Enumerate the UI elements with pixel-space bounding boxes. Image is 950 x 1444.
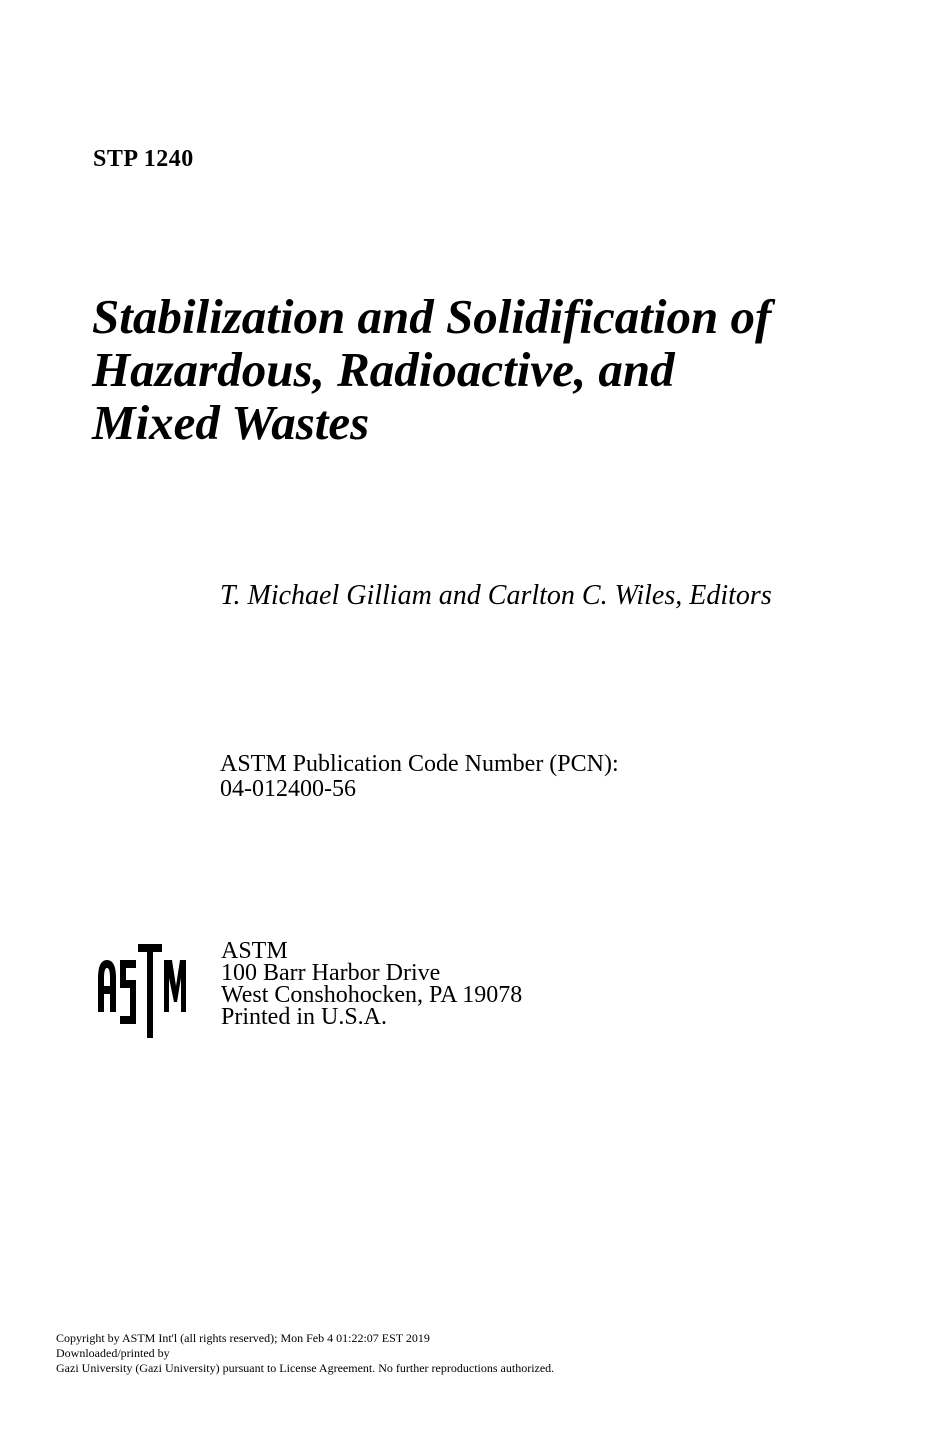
pcn-label: ASTM Publication Code Number (PCN): (220, 751, 619, 777)
series-number: STP 1240 (93, 146, 194, 172)
pcn-number: 04-012400-56 (220, 776, 356, 802)
publisher-address (221, 940, 522, 1028)
footer-line-1: Copyright by ASTM Int'l (all rights reserved); Mon Feb 4 01:22:07 EST 2019 (56, 1331, 430, 1345)
footer-line-3: Gazi University (Gazi University) pursuant to License Agreement. No further reproductions authorized. (56, 1361, 555, 1375)
publisher-name: ASTM (221, 938, 288, 964)
book-title (92, 290, 852, 449)
publication-code (220, 752, 619, 802)
title-line-2: Hazardous, Radioactive, and (92, 342, 675, 397)
publisher-city: West Conshohocken, PA 19078 (221, 982, 523, 1008)
copyright-footer (56, 1331, 554, 1376)
title-line-3: Mixed Wastes (92, 395, 370, 450)
editors-line: T. Michael Gilliam and Carlton C. Wiles, Editors (220, 580, 772, 611)
footer-line-2: Downloaded/printed by (56, 1346, 170, 1360)
title-line-1: Stabilization and Solidification of (92, 289, 772, 344)
astm-logo-icon (96, 938, 186, 1038)
printed-in: Printed in U.S.A. (221, 1004, 388, 1030)
publisher-street: 100 Barr Harbor Drive (221, 960, 441, 986)
